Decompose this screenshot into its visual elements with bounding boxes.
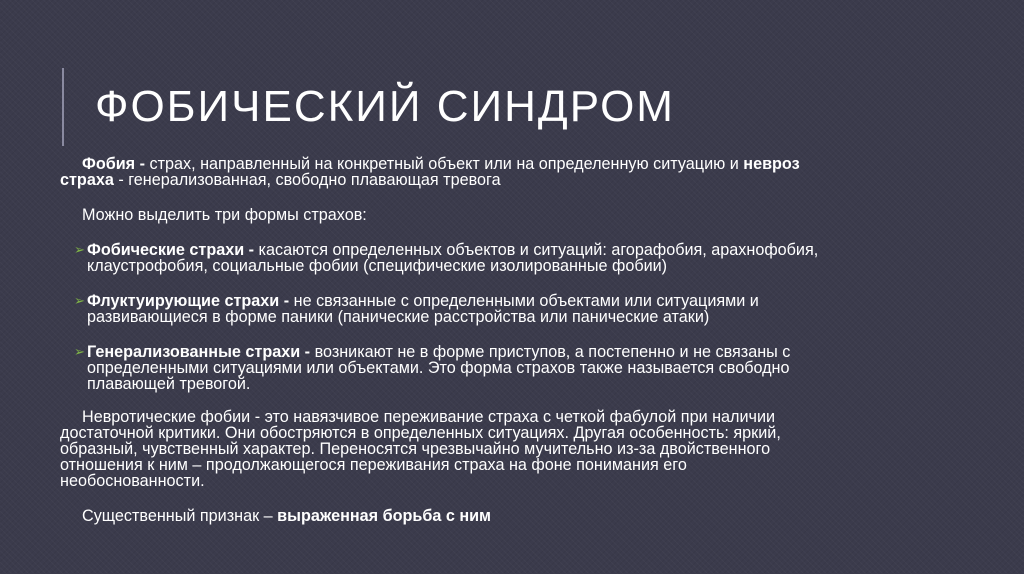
bullet-term: Флуктуирующие страхи - — [87, 292, 290, 310]
forms-heading-text: Можно выделить три формы страхов: — [82, 206, 367, 224]
sign-paragraph — [60, 508, 960, 524]
green-arrow-bullet-icon: ➢ — [74, 344, 85, 359]
bullet-text: возникают не в форме приступов, а постепенно и не связаны с — [310, 343, 791, 361]
intro-paragraph — [60, 156, 960, 188]
title-accent-bar — [62, 68, 64, 146]
sign-text: Существенный признак – — [82, 507, 278, 525]
neurotic-line: образный, чувственный характер. Переносятся чрезвычайно мучительно из-за двойственного — [60, 440, 771, 458]
forms-heading — [60, 207, 960, 223]
green-arrow-bullet-icon: ➢ — [74, 293, 85, 308]
intro-term2-line2: страха — [60, 171, 114, 189]
bullet-term: Генерализованные страхи - — [87, 343, 311, 361]
neurotic-paragraph — [60, 409, 960, 489]
bullet-term: Фобические страхи - — [87, 241, 255, 259]
bullet-text: касаются определенных объектов и ситуаций: агорафобия, арахнофобия, — [254, 241, 819, 259]
intro-text2: - генерализованная, свободно плавающая тревога — [113, 171, 501, 189]
slide-title: ФОБИЧЕСКИЙ СИНДРОМ — [95, 82, 675, 131]
bullet-text: плавающей тревогой. — [87, 375, 251, 393]
bullet-text: развивающиеся в форме паники (панические расстройства или панические атаки) — [87, 308, 710, 326]
bullet-text: определенными ситуациями или объектами. Это форма страхов также называется свободно — [87, 359, 790, 377]
neurotic-line: отношения к ним – продолжающегося переживания страха на фоне понимания его — [60, 456, 687, 474]
bullet-item-generalized — [60, 344, 960, 392]
intro-term2-line1: невроз — [743, 155, 800, 173]
intro-term: Фобия - — [82, 155, 145, 173]
neurotic-line: Невротические фобии - это навязчивое переживание страха с четкой фабулой при наличии — [82, 408, 776, 426]
sign-bold-text: выраженная борьба с ним — [277, 507, 492, 525]
green-arrow-bullet-icon: ➢ — [74, 242, 85, 257]
bullet-item-phobic — [60, 242, 960, 274]
neurotic-line: достаточной критики. Они обостряются в определенных ситуациях. Другая особенность: яркий, — [60, 424, 781, 442]
slide-body — [60, 156, 960, 524]
bullet-text: не связанные с определенными объектами или ситуациями и — [289, 292, 759, 310]
intro-text: страх, направленный на конкретный объект или на определенную ситуацию и — [145, 155, 744, 173]
neurotic-line: необоснованности. — [60, 472, 205, 490]
bullet-text: клаустрофобия, социальные фобии (специфические изолированные фобии) — [87, 257, 668, 275]
bullet-item-fluctuating — [60, 293, 960, 325]
